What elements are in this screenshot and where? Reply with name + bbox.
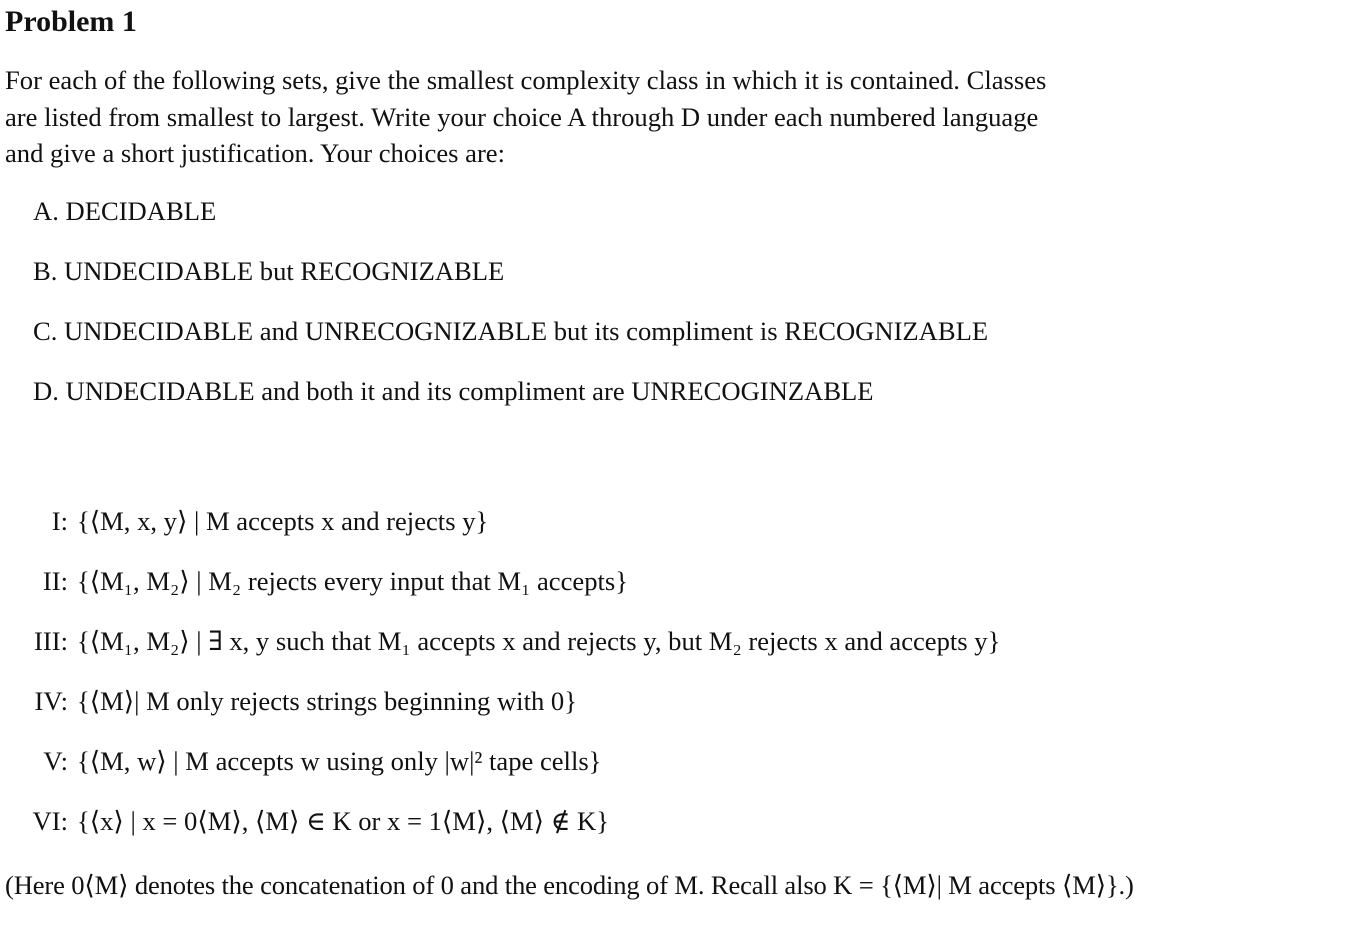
problem-title: Problem 1 (5, 5, 137, 38)
language-item-1 (0, 506, 488, 537)
choice-text: DECIDABLE (65, 196, 217, 226)
language-set: {⟨M₁, M₂⟩ | M₂ rejects every input that M₁ accepts} (77, 566, 629, 596)
language-numeral: VI: (32, 806, 68, 836)
language-item-5 (0, 746, 601, 777)
choice-c (33, 316, 988, 347)
language-numeral: V: (43, 746, 68, 776)
language-set: {⟨M₁, M₂⟩ | ∃ x, y such that M₁ accepts x and rejects y, but M₂ rejects x and accepts y} (77, 626, 1001, 656)
choice-letter: D. (33, 376, 59, 406)
intro-line: and give a short justification. Your choices are: (5, 138, 505, 168)
choice-letter: B. (33, 256, 58, 286)
language-numeral: III: (34, 626, 68, 656)
language-item-4 (0, 686, 577, 717)
language-numeral: II: (42, 566, 68, 596)
problem-intro (5, 62, 1255, 172)
intro-line: are listed from smallest to largest. Write your choice A through D under each numbered language (5, 101, 1039, 132)
language-set: {⟨M⟩| M only rejects strings beginning with 0} (77, 686, 577, 716)
language-numeral: I: (51, 506, 68, 536)
language-set: {⟨M, x, y⟩ | M accepts x and rejects y} (77, 506, 489, 536)
choice-letter: C. (33, 316, 58, 346)
language-set: {⟨M, w⟩ | M accepts w using only |w|² tape cells} (77, 746, 602, 776)
language-item-2 (0, 566, 628, 597)
choice-letter: A. (33, 196, 59, 226)
language-numeral: IV: (34, 686, 68, 716)
language-set: {⟨x⟩ | x = 0⟨M⟩, ⟨M⟩ ∈ K or x = 1⟨M⟩, ⟨M⟩ ∉ K} (77, 806, 609, 836)
choice-text: UNDECIDABLE and UNRECOGNIZABLE but its compliment is RECOGNIZABLE (64, 316, 989, 346)
choice-b (33, 256, 504, 287)
choice-d (33, 376, 874, 407)
intro-line: For each of the following sets, give the smallest complexity class in which it is contained. Classes (5, 65, 1047, 95)
language-item-3 (0, 626, 1000, 657)
choice-a (33, 196, 216, 227)
choice-text: UNDECIDABLE but RECOGNIZABLE (64, 256, 505, 286)
choice-text: UNDECIDABLE and both it and its compliment are UNRECOGINZABLE (65, 376, 874, 406)
footnote: (Here 0⟨M⟩ denotes the concatenation of 0 and the encoding of M. Recall also K = {⟨M⟩| M accepts ⟨M⟩}.) (5, 870, 1134, 900)
language-item-6 (0, 806, 609, 837)
